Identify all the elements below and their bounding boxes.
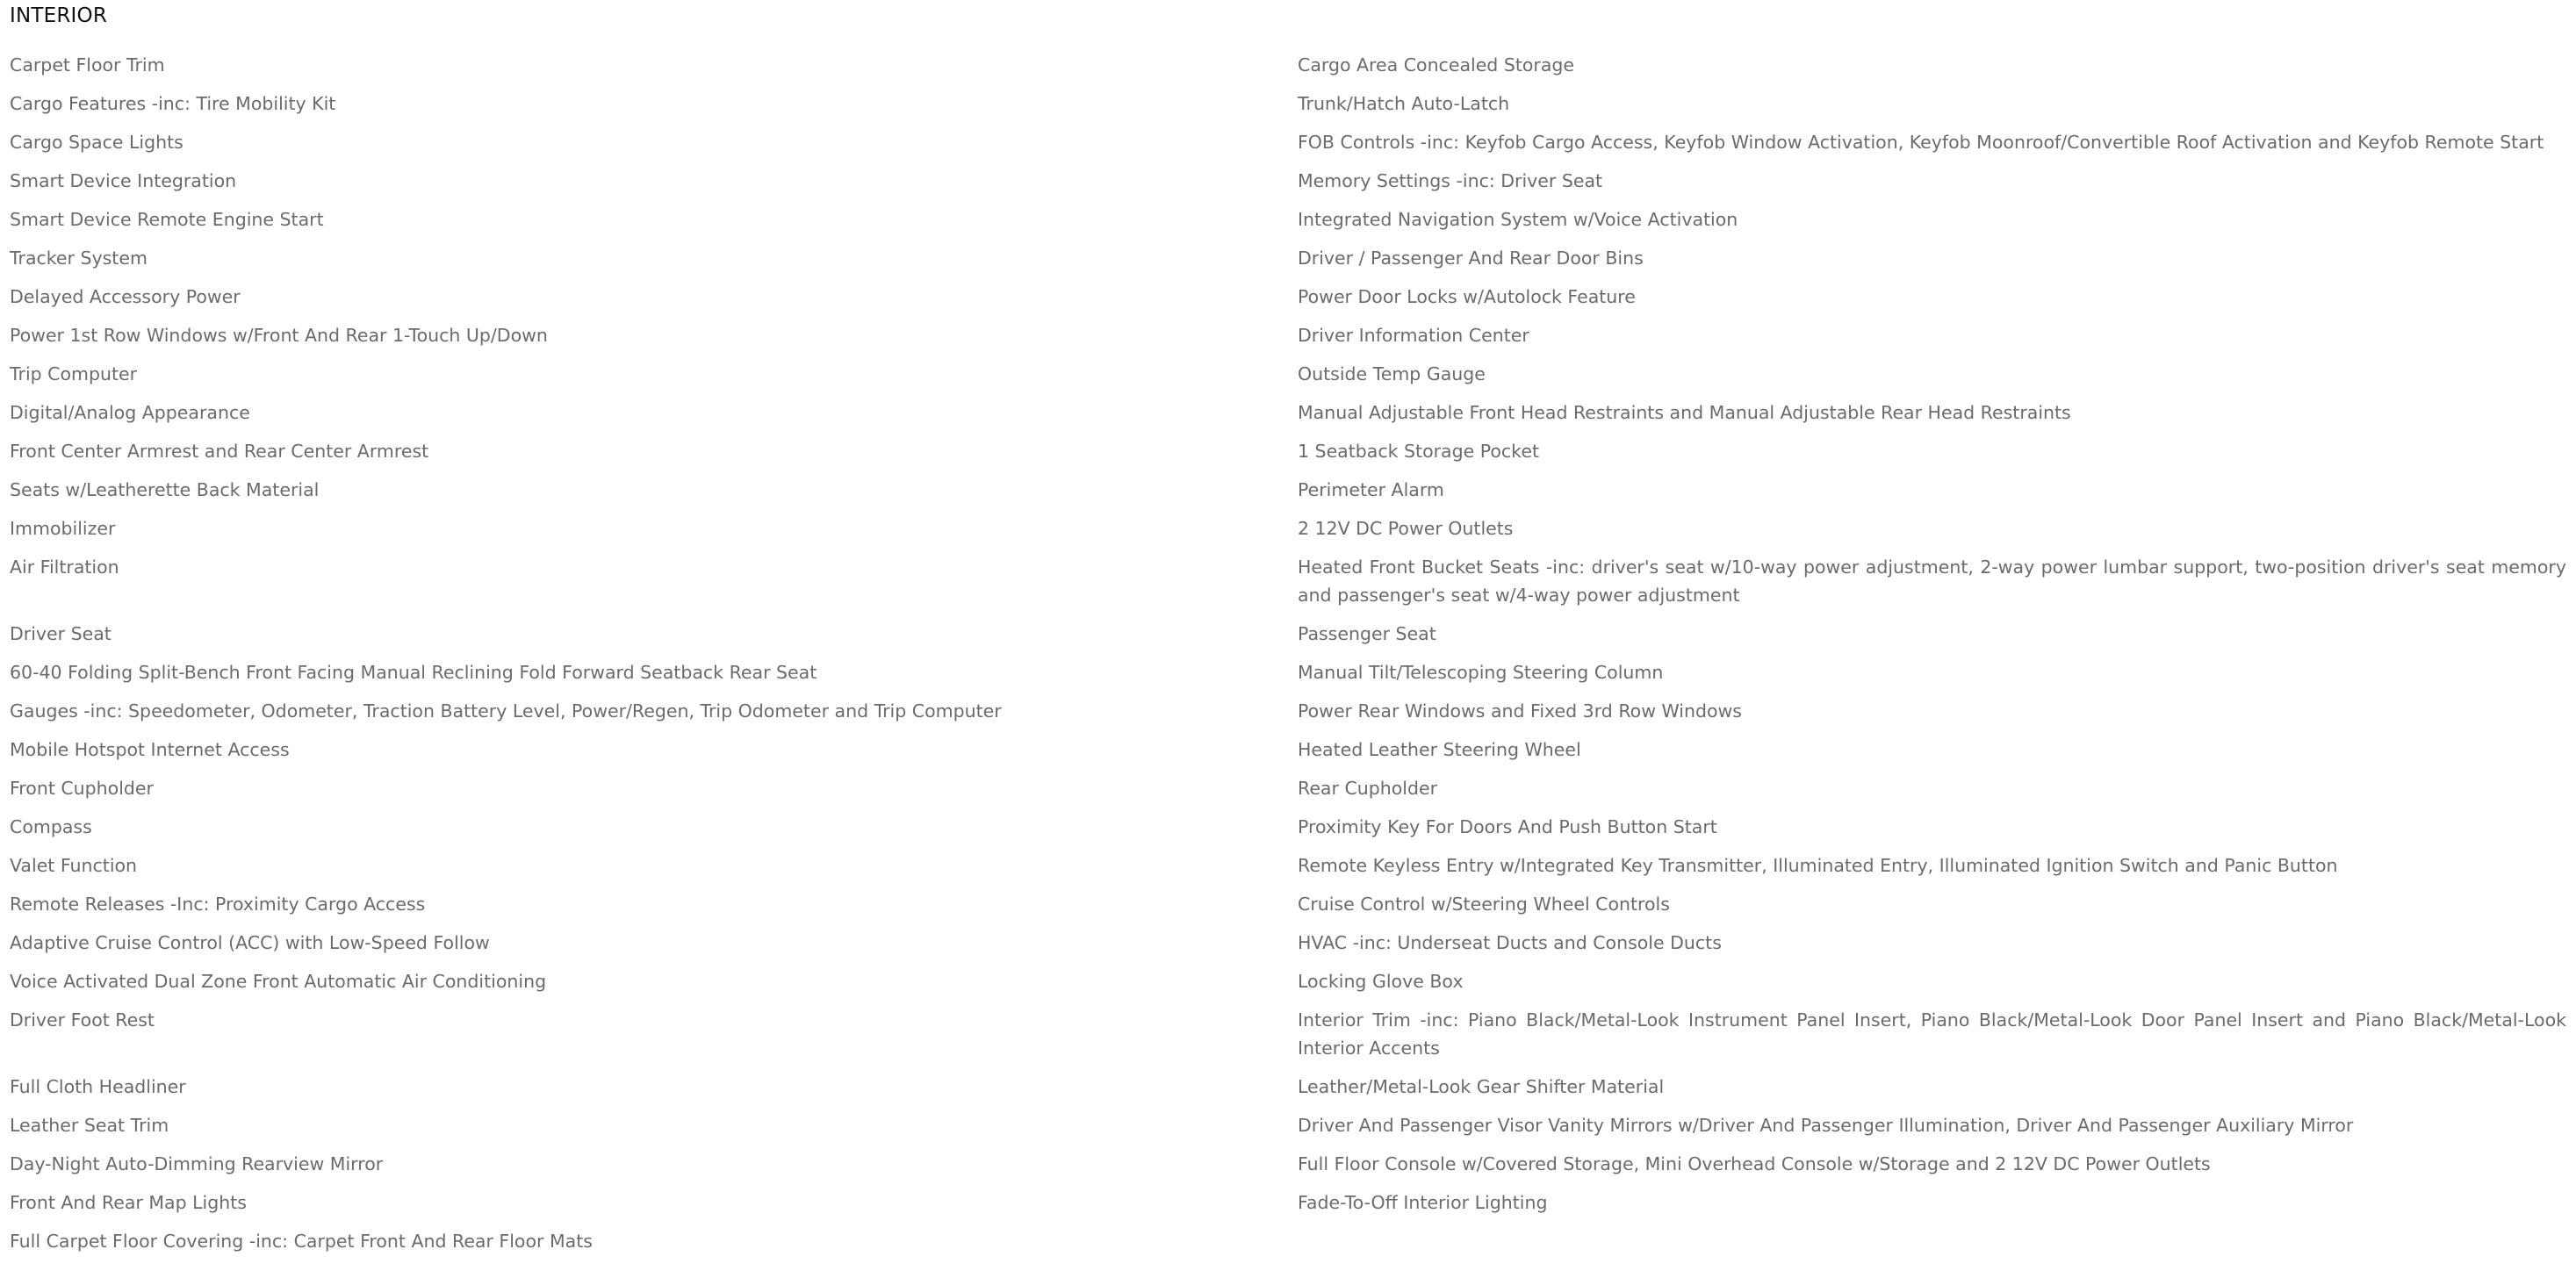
feature-item: 2 12V DC Power Outlets	[1298, 518, 1514, 539]
feature-item: Immobilizer	[10, 518, 116, 539]
feature-item: HVAC -inc: Underseat Ducts and Console Ducts	[1298, 932, 1722, 953]
feature-item: Driver And Passenger Visor Vanity Mirrors w/Driver And Passenger Illumination, Driver And Passenger Auxiliary Mirror	[1298, 1115, 2354, 1136]
feature-item: Interior Trim -inc: Piano Black/Metal-Look Instrument Panel Insert, Piano Black/Metal-Look Door Panel Insert and Piano Black/Metal-Look Interior Accents	[1298, 1009, 2566, 1059]
feature-item: Valet Function	[10, 855, 138, 876]
feature-item: Trip Computer	[10, 363, 138, 384]
feature-item: Gauges -inc: Speedometer, Odometer, Traction Battery Level, Power/Regen, Trip Odometer and Trip Computer	[10, 700, 1002, 722]
feature-item: Cargo Features -inc: Tire Mobility Kit	[10, 93, 336, 114]
feature-item: 1 Seatback Storage Pocket	[1298, 441, 1539, 462]
feature-item: Smart Device Integration	[10, 170, 237, 191]
feature-item: Delayed Accessory Power	[10, 286, 241, 307]
section-title: INTERIOR	[10, 4, 108, 27]
feature-item: Digital/Analog Appearance	[10, 402, 250, 423]
feature-item: Manual Adjustable Front Head Restraints and Manual Adjustable Rear Head Restraints	[1298, 402, 2071, 423]
feature-item: Driver Foot Rest	[10, 1009, 155, 1030]
feature-item: FOB Controls -inc: Keyfob Cargo Access, Keyfob Window Activation, Keyfob Moonroof/Convertible Roof Activation and Keyfob Remote Start	[1298, 132, 2544, 153]
feature-item: Full Cloth Headliner	[10, 1076, 186, 1097]
feature-item: Compass	[10, 816, 92, 837]
feature-item: Full Floor Console w/Covered Storage, Mini Overhead Console w/Storage and 2 12V DC Power Outlets	[1298, 1153, 2211, 1174]
feature-item: Seats w/Leatherette Back Material	[10, 479, 320, 500]
feature-item: Leather Seat Trim	[10, 1115, 169, 1136]
feature-item: Mobile Hotspot Internet Access	[10, 739, 290, 760]
feature-item: Driver / Passenger And Rear Door Bins	[1298, 248, 1644, 269]
features-list	[10, 51, 2566, 1255]
feature-item: 60-40 Folding Split-Bench Front Facing Manual Reclining Fold Forward Seatback Rear Seat	[10, 662, 817, 683]
feature-item: Proximity Key For Doors And Push Button Start	[1298, 816, 1717, 837]
feature-item: Front Center Armrest and Rear Center Armrest	[10, 441, 429, 462]
feature-item: Remote Releases -Inc: Proximity Cargo Access	[10, 894, 426, 915]
feature-item: Fade-To-Off Interior Lighting	[1298, 1192, 1548, 1213]
feature-item: Integrated Navigation System w/Voice Activation	[1298, 209, 1738, 230]
feature-item: Passenger Seat	[1298, 623, 1436, 644]
feature-item: Tracker System	[10, 248, 148, 269]
feature-item: Front And Rear Map Lights	[10, 1192, 247, 1213]
feature-item: Rear Cupholder	[1298, 778, 1438, 799]
feature-item: Outside Temp Gauge	[1298, 363, 1486, 384]
feature-item: Remote Keyless Entry w/Integrated Key Transmitter, Illuminated Entry, Illuminated Ignition Switch and Panic Button	[1298, 855, 2338, 876]
feature-item: Manual Tilt/Telescoping Steering Column	[1298, 662, 1664, 683]
feature-item: Power Rear Windows and Fixed 3rd Row Windows	[1298, 700, 1742, 722]
feature-item: Full Carpet Floor Covering -inc: Carpet Front And Rear Floor Mats	[10, 1231, 593, 1252]
feature-item: Driver Seat	[10, 623, 112, 644]
feature-item: Carpet Floor Trim	[10, 54, 165, 75]
feature-item: Memory Settings -inc: Driver Seat	[1298, 170, 1603, 191]
feature-item: Front Cupholder	[10, 778, 154, 799]
feature-item: Heated Front Bucket Seats -inc: driver's seat w/10-way power adjustment, 2-way power lumbar support, two-position driver's seat memory and passenger's seat w/4-way power adjustment	[1298, 557, 2566, 606]
feature-item: Heated Leather Steering Wheel	[1298, 739, 1581, 760]
feature-item: Smart Device Remote Engine Start	[10, 209, 324, 230]
feature-item: Power Door Locks w/Autolock Feature	[1298, 286, 1636, 307]
feature-item: Day-Night Auto-Dimming Rearview Mirror	[10, 1153, 384, 1174]
feature-item: Air Filtration	[10, 557, 119, 578]
feature-item: Cruise Control w/Steering Wheel Controls	[1298, 894, 1670, 915]
feature-item: Leather/Metal-Look Gear Shifter Material	[1298, 1076, 1665, 1097]
feature-item: Cargo Space Lights	[10, 132, 183, 153]
feature-item: Power 1st Row Windows w/Front And Rear 1-Touch Up/Down	[10, 325, 548, 346]
feature-item: Locking Glove Box	[1298, 971, 1464, 992]
feature-item: Trunk/Hatch Auto-Latch	[1298, 93, 1510, 114]
feature-item: Driver Information Center	[1298, 325, 1529, 346]
feature-item: Voice Activated Dual Zone Front Automatic Air Conditioning	[10, 971, 547, 992]
feature-item: Perimeter Alarm	[1298, 479, 1444, 500]
feature-item: Adaptive Cruise Control (ACC) with Low-Speed Follow	[10, 932, 490, 953]
feature-item: Cargo Area Concealed Storage	[1298, 54, 1575, 75]
